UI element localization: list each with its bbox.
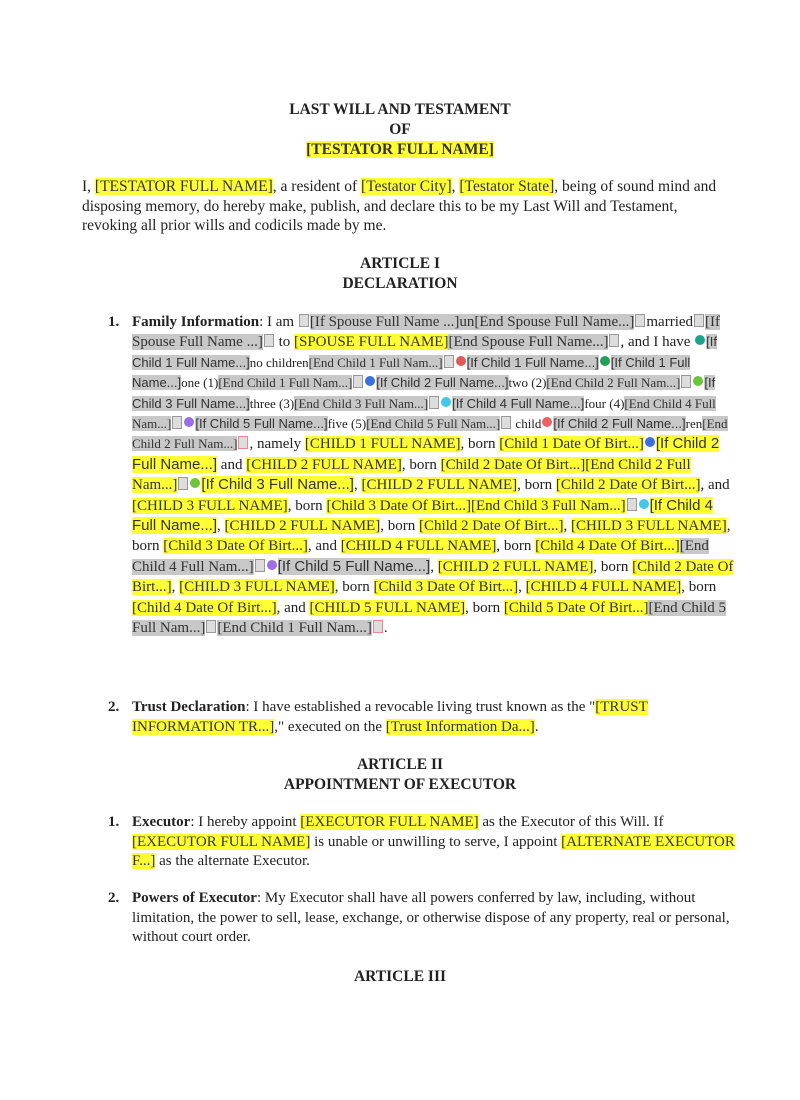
static-text: : I hereby appoint xyxy=(190,814,301,830)
blue-dot-icon[interactable] xyxy=(645,437,655,447)
condition-field[interactable]: [End Child 4 Full Nam...] xyxy=(132,395,716,432)
blue-dot-icon[interactable] xyxy=(365,376,375,386)
static-text: married xyxy=(646,314,694,330)
alternate-executor-field[interactable]: [ALTERNATE EXECUTOR F...] xyxy=(132,833,735,869)
static-text: , xyxy=(171,579,180,596)
article-1-heading: ARTICLE I xyxy=(360,255,440,272)
condition-field[interactable]: [If Child 1 Full Name...] xyxy=(466,354,599,370)
item-number: 2. xyxy=(108,699,120,715)
static-text: , born xyxy=(132,518,731,555)
static-text: , born xyxy=(334,579,374,596)
trust-date-field[interactable]: [Trust Information Da...] xyxy=(385,718,535,735)
static-text: one (1) xyxy=(181,375,219,391)
static-text: and xyxy=(217,456,247,473)
child-1-name-field[interactable]: [CHILD 1 FULL NAME] xyxy=(304,436,461,453)
cyan-dot-icon[interactable] xyxy=(441,397,451,407)
child-4-dob-field[interactable]: [Child 4 Date Of Birt...] xyxy=(535,538,680,555)
item-label: Powers of Executor xyxy=(132,890,257,906)
child-1-dob-field[interactable]: [Child 1 Date Of Birt...] xyxy=(499,436,644,453)
static-text: , born xyxy=(465,599,504,616)
item-label: Trust Declaration xyxy=(132,699,246,715)
condition-field[interactable]: [End Child 1 Full Nam...] xyxy=(308,354,443,370)
teal-dot-icon[interactable] xyxy=(695,335,705,345)
trust-declaration-item xyxy=(108,698,738,737)
condition-field[interactable]: [End Child 2 Full Nam...] xyxy=(132,456,691,494)
child-4-name-field[interactable]: [CHILD 4 FULL NAME] xyxy=(525,579,682,596)
child-5-dob-field[interactable]: [Child 5 Date Of Birt...] xyxy=(503,599,649,616)
static-text: , born xyxy=(380,518,419,535)
child-4-name-field[interactable]: [CHILD 4 FULL NAME] xyxy=(340,538,497,555)
family-information-text xyxy=(132,312,738,639)
static-text: child xyxy=(512,416,542,432)
condition-marker-icon[interactable] xyxy=(609,334,619,347)
child-2-dob-field[interactable]: [Child 2 Date Of Birt...] xyxy=(440,456,586,473)
static-text: : I am xyxy=(259,314,298,330)
executor-item xyxy=(108,813,738,872)
condition-marker-icon[interactable] xyxy=(694,314,704,327)
child-3-dob-field[interactable]: [Child 3 Date Of Birt...] xyxy=(326,497,471,514)
condition-marker-icon[interactable] xyxy=(429,396,439,409)
child-2-name-field[interactable]: [CHILD 2 FULL NAME] xyxy=(361,477,518,494)
condition-field[interactable]: [If Child 3 Full Name...] xyxy=(201,476,354,494)
item-label: Family Information xyxy=(132,314,260,330)
condition-field[interactable]: [End Child 1 Full Nam...] xyxy=(217,620,372,637)
static-text: , xyxy=(430,558,438,575)
lime-dot-icon[interactable] xyxy=(693,376,703,386)
static-text: , born xyxy=(593,558,633,575)
static-text: , and xyxy=(307,538,341,555)
coral-dot-icon[interactable] xyxy=(542,417,552,427)
static-text: . xyxy=(383,620,388,637)
static-text: three (3) xyxy=(249,395,295,411)
document-title xyxy=(0,100,800,160)
powers-of-executor-item xyxy=(108,889,738,948)
spouse-name-field[interactable]: [SPOUSE FULL NAME] xyxy=(294,334,449,351)
static-text: . xyxy=(534,718,539,735)
condition-field[interactable]: [End Child 5 Full Nam...] xyxy=(132,599,726,637)
condition-field[interactable]: [If Child 4 Full Name...] xyxy=(132,496,713,535)
child-2-dob-field[interactable]: [Child 2 Date Of Birt...] xyxy=(555,477,701,494)
condition-marker-icon[interactable] xyxy=(627,498,637,511)
static-text: , born xyxy=(517,477,556,494)
child-4-dob-field[interactable]: [Child 4 Date Of Birt...] xyxy=(132,599,277,616)
intro-text: , being of sound mind and disposing memory, do hereby make, publish, and declare this to be my Last Will and Testament, revoking all prior wills and codicils made by me. xyxy=(82,178,717,234)
executor-name-field[interactable]: [EXECUTOR FULL NAME] xyxy=(132,833,311,850)
condition-marker-icon[interactable] xyxy=(501,416,511,429)
static-text: as the alternate Executor. xyxy=(155,853,310,869)
static-text: , namely xyxy=(249,436,305,453)
condition-field[interactable]: [If Child 2 Full Name...] xyxy=(376,375,509,391)
testator-state-field[interactable]: [Testator State] xyxy=(459,178,555,195)
condition-field[interactable]: [End Child 1 Full Nam...] xyxy=(218,375,353,391)
condition-marker-icon[interactable] xyxy=(353,375,363,388)
static-text: , born xyxy=(401,456,441,473)
static-text: : I have established a revocable living trust known as the " xyxy=(245,699,596,715)
condition-field[interactable]: [If Child 3 Full Name...] xyxy=(132,375,716,411)
article-1-subheading: DECLARATION xyxy=(342,275,458,292)
child-5-name-field[interactable]: [CHILD 5 FULL NAME] xyxy=(309,599,466,616)
condition-field[interactable]: [If Child 2 Full Name...] xyxy=(553,416,686,432)
family-information-item xyxy=(108,312,738,639)
static-text: four (4) xyxy=(584,395,625,411)
static-text: no children xyxy=(249,354,309,370)
article-3-heading: ARTICLE III xyxy=(353,968,447,985)
testator-city-field[interactable]: [Testator City] xyxy=(361,178,452,195)
red-dot-icon[interactable] xyxy=(456,356,466,366)
condition-marker-icon[interactable] xyxy=(681,375,691,388)
condition-field[interactable]: [End Child 2 Full Nam...] xyxy=(132,416,728,452)
condition-marker-icon[interactable] xyxy=(373,620,383,633)
title-line-1: LAST WILL AND TESTAMENT xyxy=(289,101,511,118)
static-text: two (2) xyxy=(508,375,547,391)
condition-field[interactable]: [End Child 2 Full Nam...] xyxy=(546,375,681,391)
testator-name-field[interactable]: [TESTATOR FULL NAME] xyxy=(306,141,494,158)
child-2-name-field[interactable]: [CHILD 2 FULL NAME] xyxy=(224,518,381,535)
condition-field[interactable]: [If Child 5 Full Name...] xyxy=(277,557,431,575)
item-label: Executor xyxy=(132,814,191,830)
static-text: , born xyxy=(496,538,536,555)
condition-field[interactable]: [End Child 3 Full Nam...] xyxy=(471,497,626,514)
condition-field[interactable]: [If Spouse Full Name ...] xyxy=(132,314,721,351)
trust-name-field[interactable]: [TRUST INFORMATION TR...] xyxy=(132,699,648,735)
child-3-dob-field[interactable]: [Child 3 Date Of Birt...] xyxy=(163,538,308,555)
child-2-name-field[interactable]: [CHILD 2 FULL NAME] xyxy=(246,456,402,473)
condition-field[interactable]: [If Spouse Full Name ...]un[End Spouse Full Name...] xyxy=(309,314,635,330)
static-text: as the Executor of this Will. If xyxy=(478,814,664,830)
item-number: 1. xyxy=(108,314,120,330)
item-number: 1. xyxy=(108,814,120,830)
child-3-name-field[interactable]: [CHILD 3 FULL NAME] xyxy=(179,579,335,596)
title-line-2: OF xyxy=(389,121,411,138)
static-text: , born xyxy=(460,436,500,453)
condition-field[interactable]: [End Child 3 Full Nam...] xyxy=(294,395,429,411)
condition-marker-icon[interactable] xyxy=(255,559,265,572)
item-number: 2. xyxy=(108,890,120,906)
powers-of-executor-text xyxy=(132,889,738,948)
intro-text: I, xyxy=(82,178,95,195)
static-text: , born xyxy=(681,579,717,596)
condition-marker-icon[interactable] xyxy=(635,314,645,327)
static-text: , and I have xyxy=(620,334,695,351)
static-text: five (5) xyxy=(327,416,367,432)
testator-name-field[interactable]: [TESTATOR FULL NAME] xyxy=(94,178,273,195)
static-text: , and xyxy=(700,477,730,494)
article-2-subheading: APPOINTMENT OF EXECUTOR xyxy=(283,776,517,793)
condition-marker-icon[interactable] xyxy=(299,314,309,327)
condition-marker-icon[interactable] xyxy=(264,334,274,347)
executor-name-field[interactable]: [EXECUTOR FULL NAME] xyxy=(300,814,479,830)
article-2-heading: ARTICLE II xyxy=(356,756,444,773)
condition-marker-icon[interactable] xyxy=(172,416,182,429)
static-text: to xyxy=(274,334,294,351)
child-2-name-field[interactable]: [CHILD 2 FULL NAME] xyxy=(437,558,594,575)
condition-field[interactable]: [If Child 1 Full Name...] xyxy=(132,354,691,391)
green-dot-icon[interactable] xyxy=(600,356,610,366)
child-2-dob-field[interactable]: [Child 2 Date Of Birt...] xyxy=(418,518,564,535)
purple-dot-icon[interactable] xyxy=(267,560,277,570)
static-text: , xyxy=(217,518,225,535)
condition-field[interactable]: [End Child 5 Full Nam...] xyxy=(366,416,501,432)
trust-declaration-text xyxy=(132,698,738,737)
intro-paragraph xyxy=(82,177,722,236)
intro-text: , a resident of xyxy=(272,178,362,195)
purple-dot-icon[interactable] xyxy=(184,417,194,427)
intro-text: , xyxy=(451,178,460,195)
executor-text xyxy=(132,813,738,872)
condition-marker-icon[interactable] xyxy=(444,355,454,368)
child-3-name-field[interactable]: [CHILD 3 FULL NAME] xyxy=(571,518,727,535)
static-text: ren xyxy=(685,416,703,432)
static-text: , and xyxy=(276,599,310,616)
static-text: , xyxy=(518,579,526,596)
cyan-dot-icon[interactable] xyxy=(639,499,649,509)
child-3-name-field[interactable]: [CHILD 3 FULL NAME] xyxy=(132,497,288,514)
condition-field[interactable]: [If Child 2 Full Name...] xyxy=(132,435,720,473)
static-text: , xyxy=(353,477,362,494)
condition-field[interactable]: [If Child 1 Full Name...] xyxy=(132,334,717,370)
static-text: , xyxy=(563,518,572,535)
condition-field[interactable]: [If Child 5 Full Name...] xyxy=(195,416,328,432)
child-2-dob-field[interactable]: [Child 2 Date Of Birt...] xyxy=(132,558,734,596)
condition-field[interactable]: [End Child 4 Full Nam...] xyxy=(132,538,709,575)
child-3-dob-field[interactable]: [Child 3 Date Of Birt...] xyxy=(373,579,519,596)
static-text: is unable or unwilling to serve, I appoint xyxy=(310,833,562,850)
condition-marker-icon[interactable] xyxy=(238,436,248,449)
condition-field[interactable]: [End Spouse Full Name...] xyxy=(448,334,609,351)
static-text: ," executed on the xyxy=(274,718,386,735)
condition-marker-icon[interactable] xyxy=(206,620,216,633)
static-text: : My Executor shall have all powers conferred by law, including, without limitation, the power to sell, lease, exchange, or otherwise dispose of any property, real or personal, without court order. xyxy=(132,890,730,945)
static-text: , born xyxy=(287,497,327,514)
condition-field[interactable]: [If Child 4 Full Name...] xyxy=(452,395,585,411)
condition-marker-icon[interactable] xyxy=(178,477,188,490)
lime-dot-icon[interactable] xyxy=(190,478,200,488)
